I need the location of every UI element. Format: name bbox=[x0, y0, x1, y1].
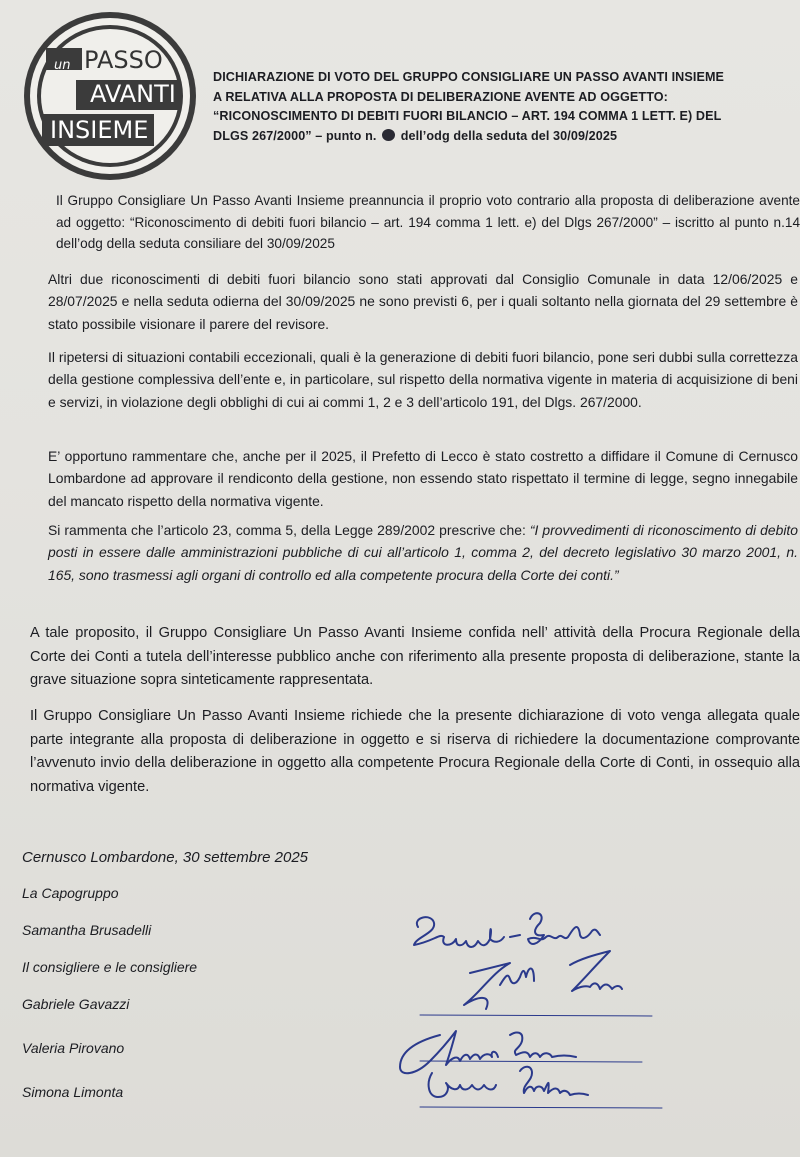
signature-gavazzi bbox=[464, 951, 622, 1009]
signer-name-3: Valeria Pirovano bbox=[22, 1040, 125, 1056]
signature-limonta bbox=[429, 1067, 588, 1097]
logo-un-text: un bbox=[54, 58, 71, 73]
title-line-3: “RICONOSCIMENTO DI DEBITI FUORI BILANCIO – ART. 194 COMMA 1 LETT. E) DEL bbox=[213, 109, 722, 123]
title-line-1: DICHIARAZIONE DI VOTO DEL GRUPPO CONSIGLIARE UN PASSO AVANTI INSIEME bbox=[213, 70, 725, 84]
title-line-4 bbox=[213, 127, 783, 147]
document-title bbox=[213, 68, 783, 146]
title-line-2: A RELATIVA ALLA PROPOSTA DI DELIBERAZIONE AVENTE AD OGGETTO: bbox=[213, 89, 668, 104]
paragraph-6: A tale proposito, il Gruppo Consigliare Un Passo Avanti Insieme confida nell’ attività della Procura Regionale della Corte dei Conti a tutela dell’interesse pubblico anche con riferimento alla presente proposta di deliberazione, stante la grave situazione sopra sinteticamente rappresentata. bbox=[30, 625, 800, 688]
place-date: Cernusco Lombardone, 30 settembre 2025 bbox=[22, 849, 309, 866]
logo-insieme-text: INSIEME bbox=[50, 116, 149, 144]
paragraph-2: Altri due riconoscimenti di debiti fuori bilancio sono stati approvati dal Consiglio Comunale in data 12/06/2025 e 28/07/2025 e nella seduta odierna del 30/09/2025 ne sono previsti 6, per i quali soltanto nella giornata del 29 settembre è stato possibile visionare il parere del revisore. bbox=[48, 271, 798, 332]
party-logo bbox=[20, 8, 200, 183]
paragraph-5 bbox=[48, 519, 798, 586]
title-line-4-end: dell’odg della seduta del 30/09/2025 bbox=[400, 128, 618, 143]
paragraph-4: E’ opportuno rammentare che, anche per il 2025, il Prefetto di Lecco è stato costretto a diffidare il Comune di Cernusco Lombardone ad approvare il rendiconto della gestione, non essendo stato rispettato il termine di legge, segno innegabile del mancato rispetto della normativa vigente. bbox=[48, 448, 798, 509]
signature-brusadelli bbox=[414, 913, 600, 947]
role-consiglieri: Il consigliere e le consigliere bbox=[22, 959, 198, 975]
signer-name-4: Simona Limonta bbox=[22, 1084, 124, 1100]
signer-name-2: Gabriele Gavazzi bbox=[22, 996, 130, 1012]
logo-avanti-text: AVANTI bbox=[90, 80, 176, 108]
paragraph-3: Il ripetersi di situazioni contabili eccezionali, quali è la generazione di debiti fuori bilancio, pone seri dubbi sulla correttezza della gestione complessiva dell’ente e, in particolare, sul rispetto della normativa vigente in materia di acquisizione di beni e servizi, in violazione degli obblighi di cui ai commi 1, 2 e 3 dell’articolo 191, del Dlgs. 267/2000. bbox=[48, 349, 798, 410]
paragraph-7: Il Gruppo Consigliare Un Passo Avanti Insieme richiede che la presente dichiarazione di voto venga allegata quale parte integrante alla proposta di deliberazione in oggetto e si riserva di richiedere la documentazione comprovante l’avvenuto invio della deliberazione in oggetto alla competente Procura Regionale della Corte di Conti, in ossequio alla normativa vigente. bbox=[30, 708, 800, 795]
signature-pirovano bbox=[400, 1031, 576, 1073]
paragraph-5-quote: “I provvedimenti di riconoscimento di debito posti in essere dalle amministrazioni pubbliche di cui all’articolo 1, comma 2, del decreto legislativo 30 marzo 2001, n. 165, sono trasmessi agli organi di controllo ed alla competente procura della Corte dei conti.” bbox=[48, 522, 798, 583]
ink-blot bbox=[382, 129, 395, 141]
signer-name-1: Samantha Brusadelli bbox=[22, 922, 152, 938]
paragraph-5-intro: Si rammenta che l’articolo 23, comma 5, della Legge 289/2002 prescrive che: bbox=[48, 522, 530, 538]
title-line-4-start: DLGS 267/2000” – punto n. bbox=[213, 128, 377, 143]
paragraph-1: Il Gruppo Consigliare Un Passo Avanti Insieme preannuncia il proprio voto contrario alla proposta di deliberazione avente ad oggetto: “Riconoscimento di debiti fuori bilancio – art. 194 comma 1 lett. e) del Dlgs 267/2000” – iscritto al punto n.14 dell’odg della seduta consiliare del 30/09/2025 bbox=[56, 193, 800, 251]
handwritten-signatures bbox=[380, 895, 700, 1125]
logo-passo-text: PASSO bbox=[84, 46, 163, 74]
role-capogruppo: La Capogruppo bbox=[22, 885, 119, 901]
